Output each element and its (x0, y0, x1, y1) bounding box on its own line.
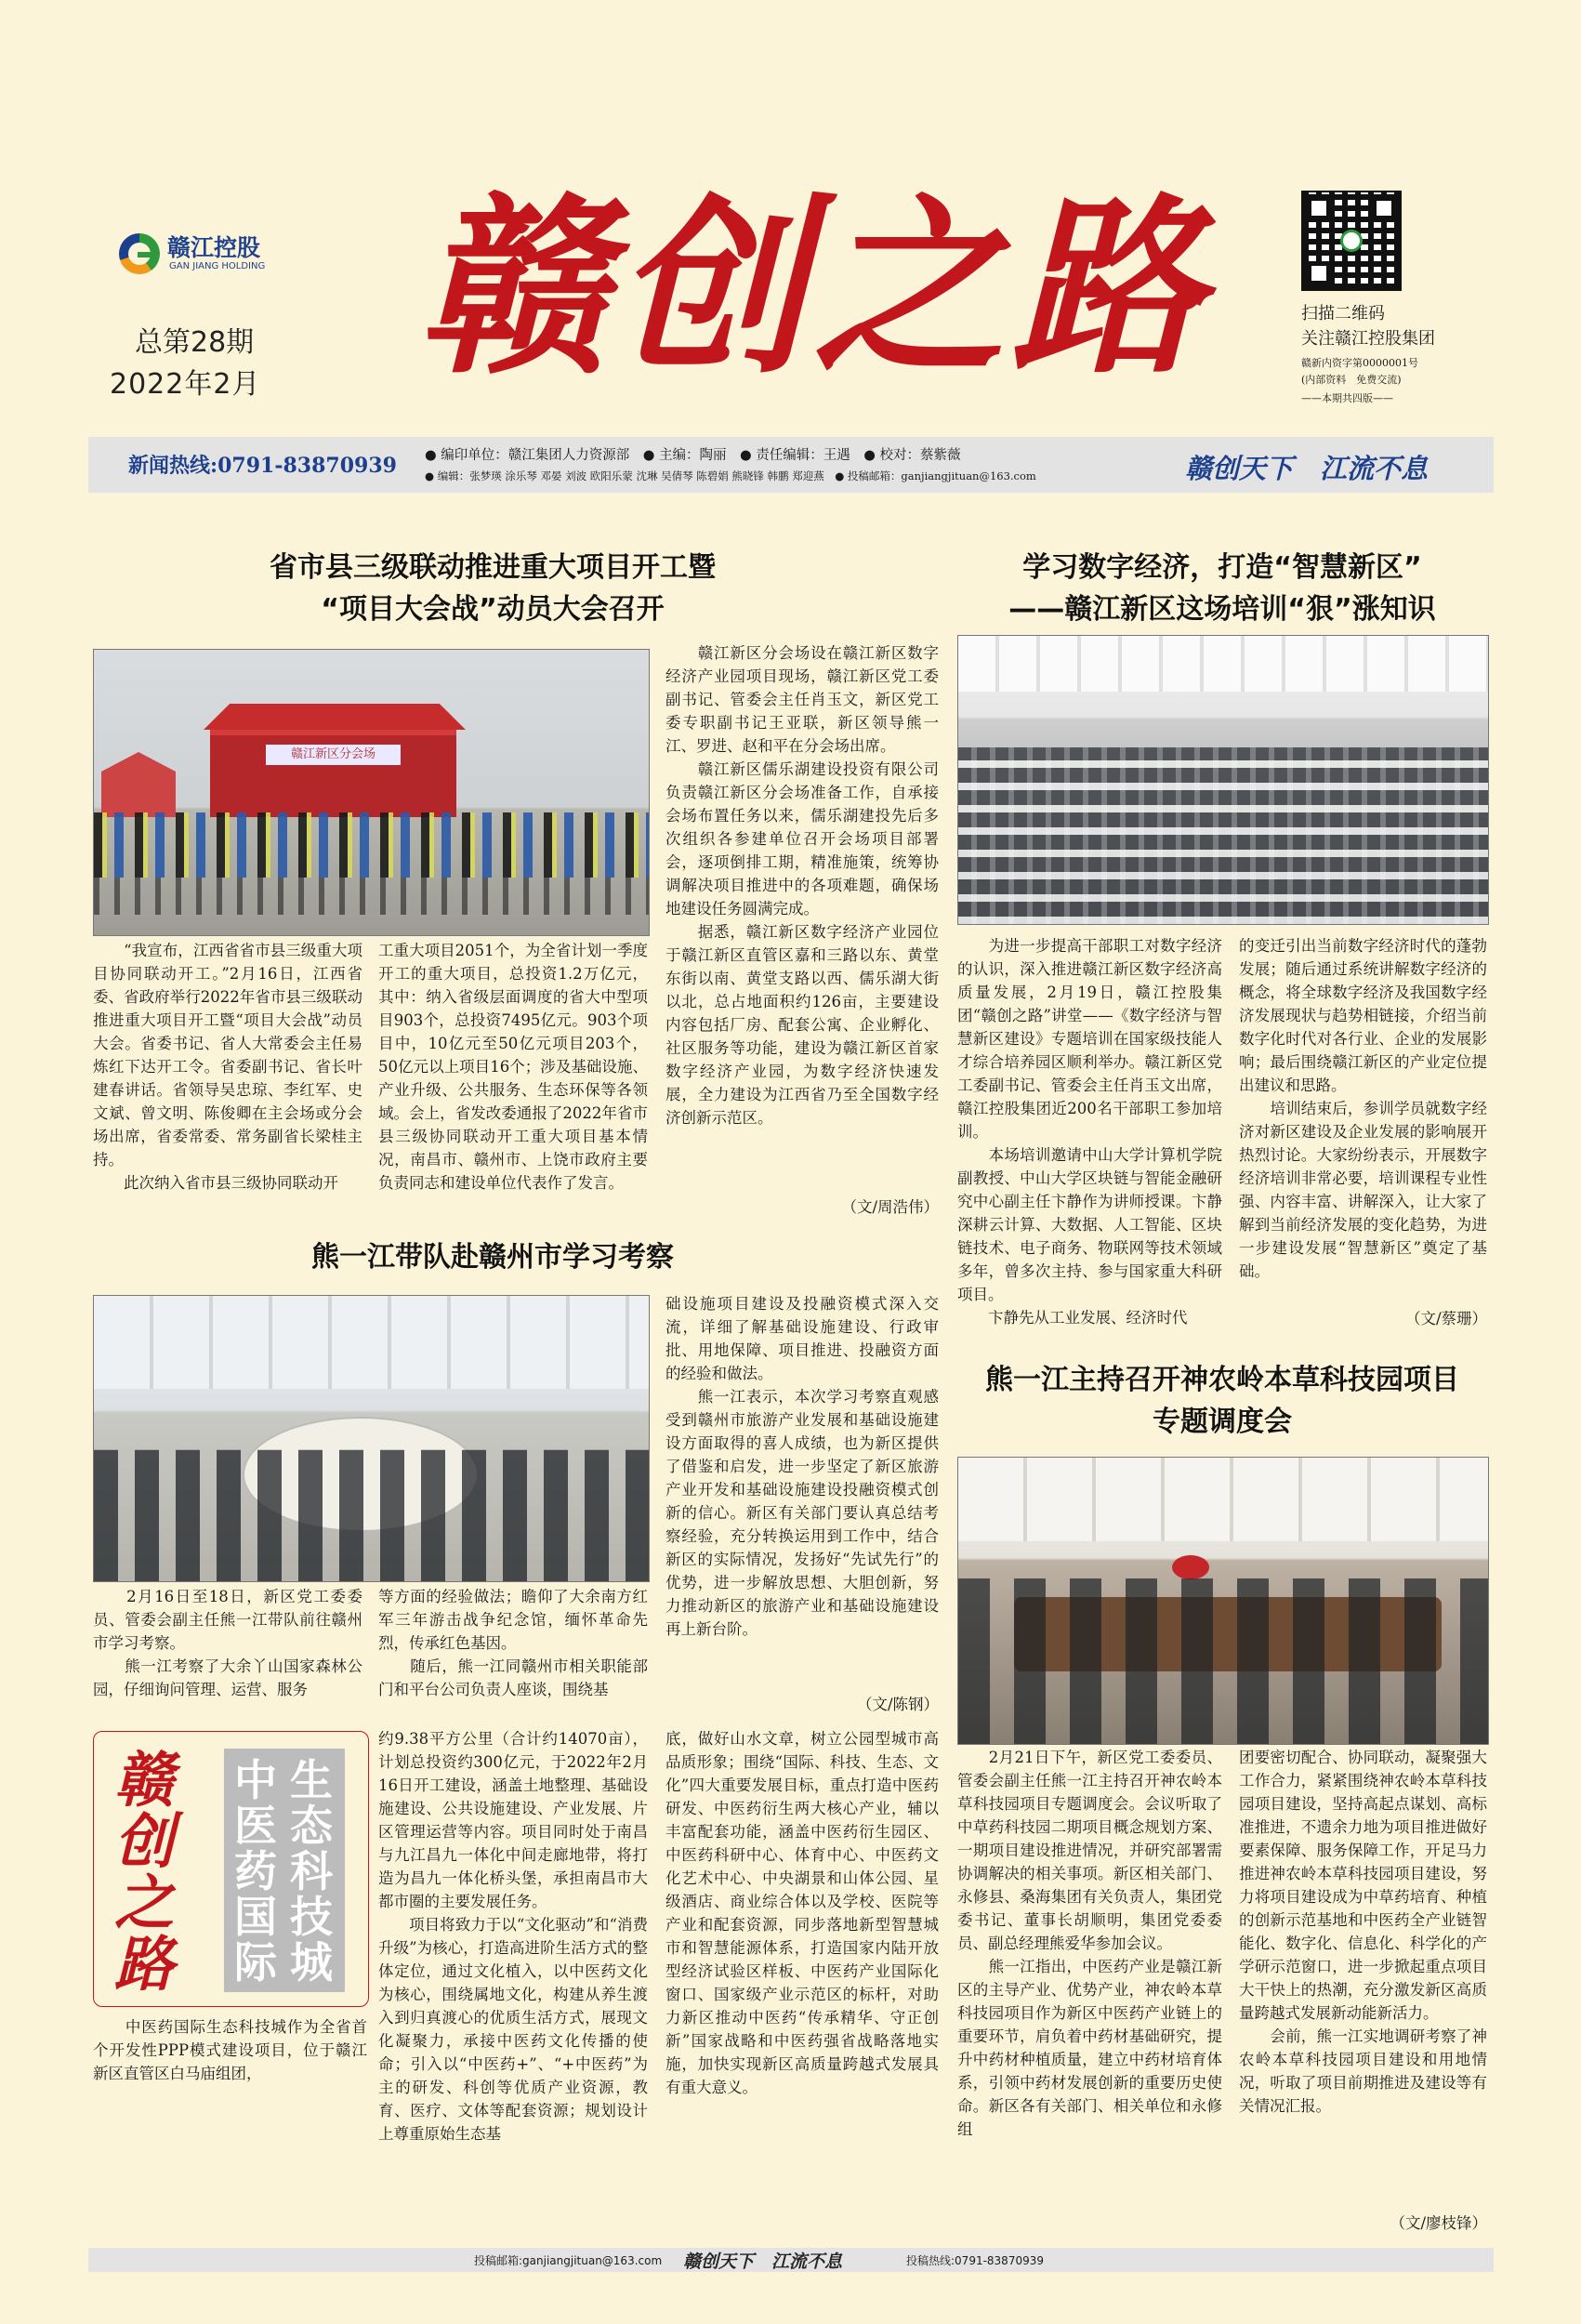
article4-headline: 熊一江主持召开神农岭本草科技园项目 专题调度会 (985, 1364, 1459, 1438)
article2-credit: （文/蔡珊） (1404, 1310, 1487, 1327)
feature-slogan-char: 态 (290, 1801, 333, 1851)
article2-photo (957, 635, 1489, 925)
article3-headline: 熊一江带队赴赣州市学习考察 (311, 1241, 674, 1274)
article2-column-1: 为进一步提高干部职工对数字经济的认识，深入推进赣江新区数字经济高质量发展，2月19日，赣江控股集团“赣创之路”讲堂——《数字经济与智慧新区建设》专题培训在国家级技能人才综合培养园区顺利举办。赣江新区党工委副书记、管委会主任肖玉文出席，赣江控股集团近200名干部职工参加培训。 本场培训邀请中山大学计算机学院副教授、中山大学区块链与智能金融研究中心副主任卞静作为讲师授课。卞静深耕云计算、大数据、人工智能、区块链技术、电子商务、物联网等技术领域多年，曾多次主持、参与国家重大科研项目。 卞静先从工业发展、经济时代 (957, 937, 1222, 1327)
article3-column-1: 2月16日至18日，新区党工委委员、管委会副主任熊一江带队前往赣州市学习考察。 熊一江考察了大余丫山国家森林公园，仔细询问管理、运营、服务 (93, 1588, 362, 1698)
feature-slogan-char: 际 (234, 1937, 277, 1987)
slogan: 赣创天下 江流不息 (1185, 453, 1429, 484)
article3-credit: （文/陈钢） (856, 1696, 939, 1713)
qr-caption-2: 关注赣江控股集团 (1301, 329, 1435, 349)
page-count: ——本期共四版—— (1301, 392, 1393, 404)
feature-slogan-right (287, 1755, 336, 1987)
feature-column-0: 中医药国际生态科技城作为全省首个开发性PPP模式建设项目，位于赣江新区直管区白马庙组团， (93, 2018, 367, 2082)
article1-column-1: “我宣布，江西省省市县三级重大项目协同联动开工。”2月16日，江西省委、省政府举行2022年省市县三级联动推进重大项目开工暨“项目大会战”动员大会。省委书记、省人大常委会主任易炼红下达开工令。省委副书记、省长叶建春讲话。省领导吴忠琼、李红军、史文斌、曾文明、陈俊卿在主会场或分会场出席，省委常委、常务副省长梁桂主持。 此次纳入省市县三级协同联动开 (93, 942, 362, 1192)
footer-slogan: 赣创天下 江流不息 (683, 2251, 843, 2272)
article1-column-3: 赣江新区分会场设在赣江新区数字经济产业园项目现场，赣江新区党工委副书记、管委会主任肖玉文，新区党工委专职副书记王亚联，新区领导熊一江、罗进、赵和平在分会场出席。 赣江新区儒乐湖建设投资有限公司负责赣江新区分会场准备工作，自承接会场布置任务以来，儒乐湖建投先后多次组织各参建单位召开会场项目部署会，逐项倒排工期，精准施策，统筹协调解决项目推进中的各项难题，确保场地建设任务圆满完成。 据悉，赣江新区数字经济产业园位于赣江新区直管区嘉和三路以东、黄堂东街以南、黄堂支路以西、儒乐湖大街以北，总占地面积约126亩，主要建设内容包括厂房、配套公寓、企业孵化、社区服务等功能，建设为赣江新区首家数字经济产业园，为数字经济快速发展，全力建设为江西省乃至全国数字经济创新示范区。 (665, 644, 939, 1127)
stage-banner: 赣江新区分会场 (266, 745, 401, 765)
article1-column-2: 工重大项目2051个，为全省计划一季度开工的重大项目，总投资1.2万亿元，其中：纳入省级层面调度的省大中型项目903个，总投资7495亿元。903个项目中，10亿元至50亿元项目203个，50亿元以上项目16个；涉及基础设施、产业升级、公共服务、生态环保等各领域。会上，省发改委通报了2022年省市县三级协同联动开工重大项目基本情况，南昌市、赣州市、上饶市政府主要负责同志和建设单位代表作了发言。 (378, 942, 648, 1192)
feature-slogan-char: 国 (234, 1892, 277, 1942)
feature-box (93, 1731, 369, 2007)
feature-slogan-char: 技 (290, 1892, 333, 1942)
registration-number: 赣新内资字第0000001号 (1301, 357, 1418, 369)
company-logo-icon (119, 233, 160, 274)
feature-slogan-char: 科 (290, 1846, 333, 1896)
article1-credit: （文/周浩伟） (841, 1198, 939, 1216)
footer-email: 投稿邮箱:ganjiangjituan@163.com (474, 2254, 663, 2267)
feature-column-1: 约9.38平方公里（合计约14070亩），计划总投资约300亿元，于2022年2月16日开工建设，涵盖土地整理、基础设施建设、公共设施建设、产业发展、片区管理运营等内容。项目同时处于南昌与九江昌九一体化中间走廊地带，将打造为昌九一体化桥头堡，承担南昌市大都市圈的主要发展任务。 项目将致力于以“文化驱动”和“消费升级”为核心，打造高进阶生活方式的整体定位，通过文化植入，以中医药文化为核心，围绕属地文化，构建从养生渡入到归真渡心的优质生活方式，展现文化凝聚力，承接中医药文化传播的使命；引入以“中医药+”、“+中医药”为主的研发、科创等优质产业资源，教育、医疗、文体等配套资源；规划设计上尊重原始生态基 (378, 1730, 648, 2143)
footer-hotline: 投稿热线:0791-83870939 (906, 2254, 1044, 2267)
editorial-line-2: ● 编辑：张梦瑛 涂乐琴 邓晏 刘波 欧阳乐蒙 沈琳 吴倩琴 陈碧娟 熊晓锋 韩鹏 郑迎燕 ● 投稿邮箱：ganjiangjituan@163.com (425, 469, 1036, 482)
feature-slogan-char: 生 (290, 1755, 333, 1805)
feature-title-text: 赣创之路 (114, 1746, 174, 2000)
feature-column-2: 底，做好山水文章，树立公园型城市高品质形象；围绕“国际、科技、生态、文化”四大重要发展目标，重点打造中医药研发、中医药衍生两大核心产业，辅以丰富配套功能，涵盖中医药衍生园区、中医药科研中心、体育中心、中医药文化艺术中心、中央湖景和山体公园、星级酒店、商业综合体以及学校、医院等产业和配套资源，同步落地新型智慧城市和智慧能源体系，打造国家内陆开放型经济试验区样板、中医药产业国际化窗口、国家级产业示范区的标杆，对助力新区推动中医药“传承精华、守正创新”国家战略和中医药强省战略落地实施，加快实现新区高质量跨越式发展具有重大意义。 (665, 1730, 939, 2096)
news-hotline: 新闻热线:0791-83870939 (128, 454, 397, 478)
article3-column-3: 础设施项目建设及投融资模式深入交流，详细了解基础设施建设、行政审批、用地保障、项目推进、投融资方面的经验和做法。 熊一江表示，本次学习考察直观感受到赣州市旅游产业发展和基础设施建设方面取得的喜人成绩，也为新区提供了借鉴和启发，进一步坚定了新区旅游产业开发和基础设施建设投融资模式创新的信心。新区有关部门要认真总结考察经验，充分转换运用到工作中，结合新区的实际情况，发扬好“先试先行”的优势，进一步解放思想、大胆创新，努力推动新区的旅游产业和基础设施建设再上新台阶。 (665, 1295, 939, 1638)
feature-slogan-char: 药 (234, 1846, 277, 1896)
masthead-title: 赣创之路 (417, 177, 1209, 400)
company-logo (119, 228, 305, 284)
feature-slogan-panel (224, 1749, 345, 1992)
company-name-en: GAN JIANG HOLDING (169, 261, 266, 271)
editorial-line-1: ● 编印单位：赣江集团人力资源部 ● 主编：陶丽 ● 责任编辑：王遇 ● 校对：蔡紫薇 (425, 448, 961, 463)
article2-column-2: 的变迁引出当前数字经济时代的蓬勃发展；随后通过系统讲解数字经济的概念，将全球数字经济及我国数字经济发展现状与趋势相链接，介绍当前数字化时代对各行业、企业的发展影响；最后围绕赣江新区的产业定位提出建议和思路。 培训结束后，参训学员就数字经济对新区建设及企业发展的影响展开热烈讨论。大家纷纷表示，开展数字经济培训非常必要，培训课程专业性强、内容丰富、讲解深入，让大家了解到当前经济发展的变化趋势，为进一步建设发展“智慧新区”奠定了基础。 (1239, 937, 1487, 1280)
registration-note: (内部资料 免费交流) (1301, 374, 1402, 386)
article4-column-1: 2月21日下午，新区党工委委员、管委会副主任熊一江主持召开神农岭本草科技园项目专题调度会。会议听取了中草药科技园二期项目概念规划方案、一期项目建设推进情况，并研究部署需协调解决的相关事项。新区相关部门、永修县、桑海集团有关负责人，集团党委书记、董事长胡顺明，集团党委委员、副总经理熊爱华参加会议。 熊一江指出，中医药产业是赣江新区的主导产业、优势产业，神农岭本草科技园项目作为新区中医药产业链上的重要环节，肩负着中药材基础研究，提升中药材种植质量，建立中药材培育体系，引领中药材发展创新的重要历史使命。新区各有关部门、相关单位和永修组 (957, 1749, 1222, 2138)
article4-photo (957, 1457, 1489, 1745)
feature-slogan-char: 城 (290, 1937, 333, 1987)
article1-headline: 省市县三级联动推进重大项目开工暨 “项目大会战”动员大会召开 (270, 551, 716, 626)
issue-number: 总第28期 (135, 326, 255, 359)
qr-code-icon (1301, 191, 1402, 291)
info-bar (88, 437, 1494, 493)
article4-credit: （文/廖枝锋） (1390, 2214, 1487, 2232)
issue-date: 2022年2月 (110, 368, 261, 401)
article2-headline: 学习数字经济，打造“智慧新区” ——赣江新区这场培训“狠”涨知识 (1008, 551, 1436, 626)
article1-photo (93, 649, 650, 936)
company-name: 赣江控股 (167, 234, 261, 261)
article3-column-2: 等方面的经验做法；瞻仰了大余南方红军三年游击战争纪念馆，缅怀革命先烈，传承红色基因。 随后，熊一江同赣州市相关职能部门和平台公司负责人座谈，围绕基 (378, 1588, 648, 1698)
article4-column-2: 团要密切配合、协同联动，凝聚强大工作合力，紧紧围绕神农岭本草科技园项目建设，坚持高起点谋划、高标准推进，不遗余力地为项目推进做好要素保障、服务保障工作，开足马力推进神农岭本草科技园项目建设，努力将项目建设成为中草药培育、种植的创新示范基地和中医药全产业链智能化、数字化、信息化、科学化的产学研示范窗口，进一步掀起重点项目大干快上的热潮，充分激发新区高质量跨越式发展新动能新活力。 会前，熊一江实地调研考察了神农岭本草科技园项目建设和用地情况，听取了项目前期推进及建设等有关情况汇报。 (1239, 1749, 1487, 2115)
feature-slogan-char: 中 (234, 1755, 277, 1805)
feature-title (114, 1746, 207, 2000)
article3-photo (93, 1295, 650, 1582)
qr-caption-1: 扫描二维码 (1301, 304, 1385, 324)
feature-slogan-left (231, 1755, 280, 1987)
feature-slogan-char: 医 (234, 1801, 277, 1851)
footer-bar (88, 2248, 1494, 2272)
